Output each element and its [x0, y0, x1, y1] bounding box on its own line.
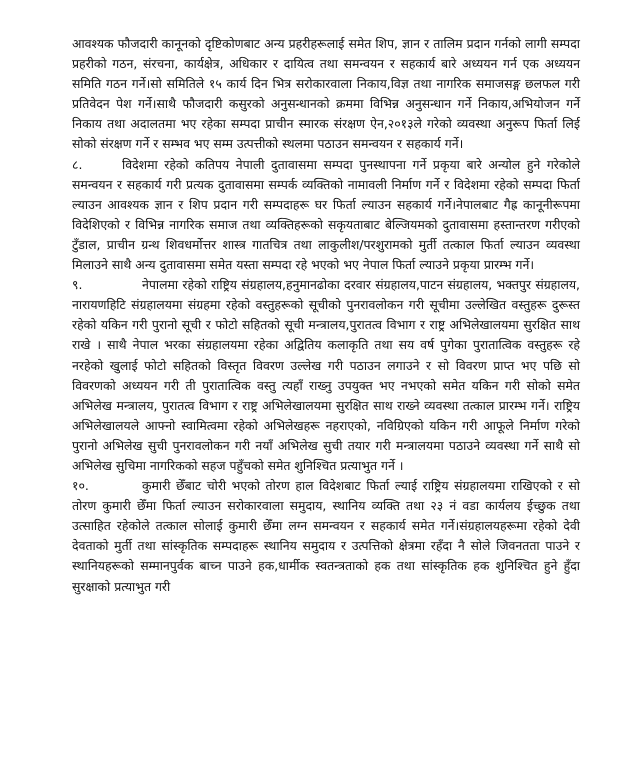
document-body [72, 34, 580, 597]
paragraph-number: ८. [72, 156, 83, 172]
paragraph-10 [72, 476, 580, 597]
paragraph-8 [72, 155, 580, 276]
paragraph-number: ९. [72, 277, 83, 293]
paragraph-text: विदेशमा रहेको कतिपय नेपाली दुतावासमा सम्पदा पुनस्थापना गर्ने प्रकृया बारे अन्योल हुने गरेकोले समन्वयन र सहकार्य गरी प्रत्यक दुतावासमा सम्पर्क व्यक्तिको नामावली निर्माण गर्ने र विदेशमा रहेको सम्पदा फिर्ता ल्याउन आवश्यक ज्ञान र शिप प्रदान गरी सम्पदाहरू घर फिर्ता ल्याउन सहकार्य गर्ने।नेपालबाट गैह्र कानूनीरूपमा विदेशिएको र विभिन्न नागरिक समाज तथा व्यक्तिहरूको सकृयताबाट बेल्जियमको दुतावासमा हस्तान्तरण गरीएको टुँडाल, प्राचीन ग्रन्थ शिवधर्मोत्तर शास्त्र गातचित्र तथा लाकुलीश/परशुरामको मुर्ती तत्काल फिर्ता ल्याउन व्यवस्था मिलाउने साथै अन्य दुतावासमा समेत यस्ता सम्पदा रहे भएको भए नेपाल फिर्ता ल्याउने प्रकृया प्रारम्भ गर्ने। [72, 156, 580, 273]
paragraph-continuation [72, 34, 580, 155]
paragraph-9 [72, 275, 580, 476]
paragraph-number: १०. [72, 478, 89, 494]
paragraph-text: नेपालमा रहेको राष्ट्रिय संग्रहालय,हनुमानढोका दरवार संग्रहालय,पाटन संग्रहालय, भक्तपुर संग्रहालय, नारायणहिटि संग्रहालयमा संग्रहमा रहेको वस्तुहरूको सूचीको पुनरावलोकन गरी सूचीमा उल्लेखित वस्तुहरू दुरूस्त रहेको यकिन गरी पुरानो सूची र फोटो सहितको सूची मन्त्रालय,पुरातत्व विभाग र राष्ट्र अभिलेखालयमा सुरक्षित साथ राखे । साथै नेपाल भरका संग्रहालयमा रहेका अद्वितिय कलाकृति तथा सय वर्ष पुगेका पुरातात्विक वस्तुहरू रहे नरहेको खुलाई फोटो सहितको विस्तृत विवरण उल्लेख गरी पठाउन लगाउने र सो विवरण प्राप्त भए पछि सो विवरणको अध्ययन गरी ती पुरातात्विक वस्तु त्यहाँ राख्नु उपयुक्त भए नभएको समेत यकिन गरी सोको समेत अभिलेख मन्त्रालय, पुरातत्व विभाग र राष्ट्र अभिलेखालयमा सुरक्षित साथ राख्ने व्यवस्था तत्काल प्रारम्भ गर्ने। राष्ट्रिय अभिलेखालयले आफ्नो स्वामित्वमा रहेको अभिलेखहरू नहराएको, नविग्रिएको यकिन गरी आफूले निर्माण गरेको पुरानो अभिलेख सुची पुनरावलोकन गरी नयाँ अभिलेख सुची तयार गरी मन्त्रालयमा पठाउने व्यवस्था गर्ने साथै सो अभिलेख सुचिमा नागरिकको सहज पहुँचको समेत शुनिश्चित प्रत्याभुत गर्ने । [72, 277, 580, 473]
paragraph-text: कुमारी छेँबाट चोरी भएको तोरण हाल विदेशबाट फिर्ता ल्याई राष्ट्रिय संग्रहालयमा राखिएको र सो तोरण कुमारी छेँमा फिर्ता ल्याउन सरोकारवाला समुदाय, स्थानिय व्यक्ति तथा २३ नं वडा कार्यलय ईच्छुक तथा उत्साहित रहेकोले तत्काल सोलाई कुमारी छेँमा लग्न समन्वयन र सहकार्य समेत गर्ने।संग्रहालयहरूमा रहेको देवी देवताको मुर्ती तथा सांस्कृतिक सम्पदाहरू स्थानिय समुदाय र उत्पत्तिको क्षेत्रमा रहँदा नै सोले जिवनतता पाउने र स्थानियहरूको सम्मानपुर्वक बाच्न पाउने हक,धार्मीक स्वतन्त्रताको हक तथा सांस्कृतिक हक शुनिश्चित हुने हुँदा सुरक्षाको प्रत्याभुत गरी [72, 478, 580, 594]
paragraph-text: आवश्यक फौजदारी कानूनको दृष्टिकोणबाट अन्य प्रहरीहरूलाई समेत शिप, ज्ञान र तालिम प्रदान गर्नको लागी सम्पदा प्रहरीको गठन, संरचना, कार्यक्षेत्र, अधिकार र दायित्व तथा समन्वयन र सहकार्य बारे अध्ययन गर्न एक अध्ययन समिति गठन गर्ने।सो समितिले १५ कार्य दिन भित्र सरोकारवाला निकाय,विज्ञ तथा नागरिक समाजसङ्ग छलफल गरी प्रतिवेदन पेश गर्ने।साथै फौजदारी कसुरको अनुसन्धानको क्रममा विभिन्न अनुसन्धान गर्ने निकाय,अभियोजन गर्ने निकाय तथा अदालतमा भए रहेका सम्पदा प्राचीन स्मारक संरक्षण ऐन,२०१३ले गरेको व्यवस्था अनुरूप फिर्ता लिई सोको संरक्षण गर्ने र सम्भव भए सम्म उत्पत्तीको स्थलमा पठाउन समन्वयन र सहकार्य गर्ने। [72, 36, 580, 152]
